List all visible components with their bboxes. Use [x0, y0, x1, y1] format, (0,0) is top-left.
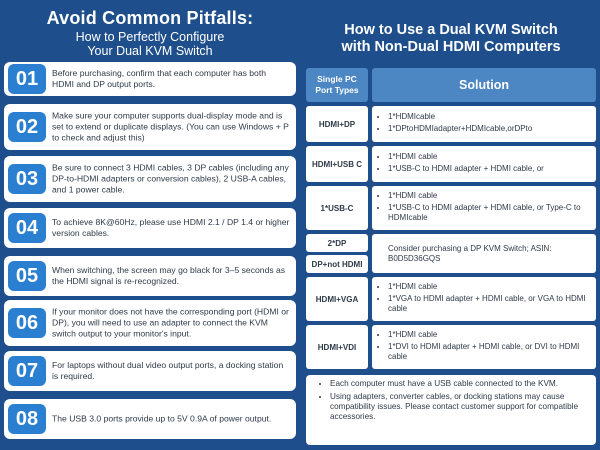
solution-item: • 1*HDMI cable — [388, 191, 592, 201]
port-type-cell: HDMI+USB C — [306, 146, 368, 182]
kvm-usage-title-line2: with Non-Dual HDMI Computers — [341, 39, 561, 55]
pitfall-item-07 — [4, 351, 296, 391]
solution-cell — [372, 277, 596, 321]
solution-item: • 1*HDMI cable — [388, 152, 592, 162]
pitfall-text: For laptops without dual video output ports, a docking station is required. — [52, 360, 284, 381]
pitfall-text: When switching, the screen may go black for 3–5 seconds as the HDMI signal is re-recognized. — [52, 265, 286, 286]
pitfall-text: The USB 3.0 ports provide up to 5V 0.9A of power output. — [52, 413, 272, 424]
pitfall-item-05 — [4, 256, 296, 296]
pitfall-number: 08 — [8, 404, 46, 434]
solution-item: • 1*HDMIcable — [388, 112, 592, 122]
port-type-cell: DP+not HDMI — [306, 255, 368, 273]
port-type-cell: 1*USB-C — [306, 186, 368, 230]
pitfall-text: Be sure to connect 3 HDMI cables, 3 DP cables (including any DP-to-HDMI adapters or conversion cables), 2 USB-A cables, and 1 power cable. — [52, 162, 289, 195]
port-type-cell: HDMI+VDI — [306, 325, 368, 369]
port-type-cell: HDMI+DP — [306, 106, 368, 142]
solution-cell — [372, 186, 596, 230]
pitfall-item-04 — [4, 208, 296, 248]
solution-item: • 1*USB-C to HDMI adapter + HDMI cable, or — [388, 164, 592, 174]
pitfall-item-08 — [4, 399, 296, 439]
pitfall-text: Make sure your computer supports dual-display mode and is set to extend or duplicate displays. (You can use Windows + P to check and adjust this) — [52, 110, 289, 143]
kvm-usage-title — [302, 22, 600, 56]
solution-text: Consider purchasing a DP KVM Switch; ASIN: B0D5D36GQS — [388, 243, 552, 263]
solution-cell — [372, 146, 596, 182]
pitfall-item-03 — [4, 156, 296, 202]
pitfall-item-01 — [4, 62, 296, 96]
pitfall-item-02 — [4, 104, 296, 150]
solution-item: • 1*USB-C to HDMI adapter + HDMI cable, or Type-C to HDMIcable — [388, 203, 592, 223]
port-types-header-line2: Port Types — [315, 85, 359, 95]
pitfalls-subtitle — [0, 30, 300, 58]
solution-cell — [372, 325, 596, 369]
solution-item: • 1*HDMI cable — [388, 330, 592, 340]
pitfalls-subtitle-line1: How to Perfectly Configure — [75, 30, 225, 44]
solution-item: • 1*DVI to HDMI adapter + HDMI cable, or DVI to HDMI cable — [388, 342, 592, 362]
kvm-usage-title-line1: How to Use a Dual KVM Switch — [344, 22, 558, 38]
pitfall-number: 03 — [8, 164, 46, 194]
note-item: • Each computer must have a USB cable connected to the KVM. — [330, 379, 590, 389]
solution-header: Solution — [372, 68, 596, 102]
port-type-cell: 2*DP — [306, 234, 368, 252]
port-types-header-line1: Single PC — [317, 74, 357, 84]
solution-cell — [372, 106, 596, 142]
port-type-cell: HDMI+VGA — [306, 277, 368, 321]
solution-cell — [372, 234, 596, 273]
notes-box — [306, 375, 596, 445]
pitfall-text: Before purchasing, confirm that each computer has both HDMI and DP output ports. — [52, 68, 267, 89]
pitfall-item-06 — [4, 300, 296, 346]
pitfall-number: 07 — [8, 356, 46, 386]
kvm-usage-panel — [302, 0, 600, 450]
pitfalls-subtitle-line2: Your Dual KVM Switch — [87, 44, 213, 58]
pitfall-number: 01 — [8, 64, 46, 94]
pitfall-text: To achieve 8K@60Hz, please use HDMI 2.1 / DP 1.4 or higher version cables. — [52, 217, 290, 238]
pitfall-number: 06 — [8, 308, 46, 338]
pitfall-number: 04 — [8, 213, 46, 243]
note-item: • Using adapters, converter cables, or docking stations may cause compatibility issues. Please contact customer support for compatible accessories. — [330, 392, 590, 422]
pitfalls-title: Avoid Common Pitfalls: — [46, 8, 254, 28]
solution-item: • 1*HDMI cable — [388, 282, 592, 292]
solution-item: • 1*VGA to HDMI adapter + HDMI cable, or VGA to HDMI cable — [388, 294, 592, 314]
solution-item: • 1*DPtoHDMIadapter+HDMIcable,orDPto — [388, 124, 592, 134]
port-types-header — [306, 68, 368, 102]
pitfall-number: 05 — [8, 261, 46, 291]
pitfall-text: If your monitor does not have the corresponding port (HDMI or DP), you will need to use an adapter to connect the KVM switch output to your monitor's input. — [52, 306, 289, 339]
pitfall-number: 02 — [8, 112, 46, 142]
